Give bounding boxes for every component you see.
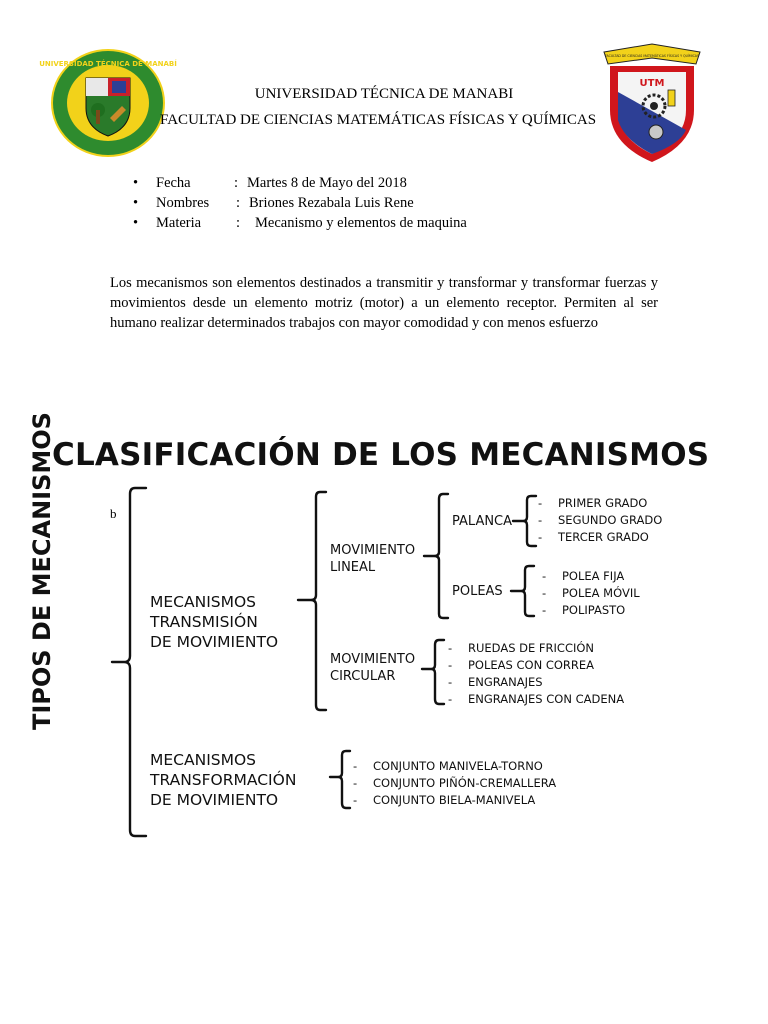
poleas-item-text: POLEA MÓVIL xyxy=(562,586,640,600)
diagram-root-text: TIPOS DE MECANISMOS xyxy=(28,412,56,730)
circular-label-line: MOVIMIENTO xyxy=(330,652,416,667)
transformacion-item-text: CONJUNTO MANIVELA-TORNO xyxy=(373,759,543,773)
bullet-icon: • xyxy=(133,195,139,211)
faculty-name: FACULTAD DE CIENCIAS MATEMÁTICAS FÍSICAS Y QUÍMICAS xyxy=(160,112,597,128)
poleas-item xyxy=(542,569,625,583)
transformacion-label-line: TRANSFORMACIÓN xyxy=(150,771,297,789)
circular-brace xyxy=(422,640,444,704)
lineal-brace xyxy=(424,494,448,618)
transmision-label xyxy=(150,592,278,652)
transformacion-brace xyxy=(330,751,350,808)
university-logo-arc-text: UNIVERSIDAD TÉCNICA DE MANABÍ xyxy=(39,60,177,68)
transformacion-item-text: CONJUNTO BIELA-MANIVELA xyxy=(373,793,536,807)
dash-icon: - xyxy=(538,513,543,527)
transformacion-item xyxy=(353,759,543,773)
dash-icon: - xyxy=(448,675,453,689)
lineal-label-line: LINEAL xyxy=(330,560,376,575)
stray-character: b xyxy=(110,506,117,521)
circular-item-text: POLEAS CON CORREA xyxy=(468,658,595,672)
poleas-item-text: POLIPASTO xyxy=(562,603,626,617)
faculty-logo-banner: FACULTAD DE CIENCIAS MATEMÁTICAS FÍSICAS Y QUÍMICAS xyxy=(604,54,700,58)
info-label: Fecha xyxy=(156,175,191,191)
circular-item xyxy=(448,692,625,706)
info-label: Nombres xyxy=(156,195,210,211)
info-label: Materia xyxy=(156,215,202,231)
palanca-item xyxy=(538,513,663,527)
transformacion-item xyxy=(353,776,557,790)
poleas-item-text: POLEA FIJA xyxy=(562,569,625,583)
lineal-label-line: MOVIMIENTO xyxy=(330,543,416,558)
movimiento-circular-label xyxy=(330,651,415,685)
transmision-label-line: TRANSMISIÓN xyxy=(150,613,258,631)
dash-icon: - xyxy=(542,586,547,600)
dash-icon: - xyxy=(448,658,453,672)
dash-icon: - xyxy=(353,759,358,773)
bullet-icon: • xyxy=(133,175,139,191)
transmision-brace xyxy=(298,492,326,710)
circular-item-text: ENGRANAJES xyxy=(468,675,543,689)
poleas-label: POLEAS xyxy=(452,584,503,599)
diagram-title: CLASIFICACIÓN DE LOS MECANISMOS xyxy=(52,437,710,473)
circular-item-text: RUEDAS DE FRICCIÓN xyxy=(468,641,595,655)
faculty-logo-acronym: UTM xyxy=(639,78,665,89)
palanca-item-text: TERCER GRADO xyxy=(558,530,649,544)
dash-icon: - xyxy=(542,603,547,617)
palanca-item xyxy=(538,530,649,544)
info-value: Briones Rezabala Luis Rene xyxy=(249,195,414,211)
dash-icon: - xyxy=(542,569,547,583)
dash-icon: - xyxy=(448,692,453,706)
dash-icon: - xyxy=(353,776,358,790)
info-separator: : xyxy=(234,175,239,191)
info-value: Martes 8 de Mayo del 2018 xyxy=(247,175,407,191)
poleas-item xyxy=(542,586,640,600)
transformacion-label-line: DE MOVIMIENTO xyxy=(150,791,279,809)
palanca-item-text: SEGUNDO GRADO xyxy=(558,513,663,527)
transformacion-label xyxy=(150,750,296,810)
palanca-item-text: PRIMER GRADO xyxy=(558,496,648,510)
dash-icon: - xyxy=(538,496,543,510)
dash-icon: - xyxy=(448,641,453,655)
poleas-brace xyxy=(511,566,534,616)
circular-item xyxy=(448,641,595,655)
dash-icon: - xyxy=(353,793,358,807)
transformacion-item xyxy=(353,793,536,807)
intro-paragraph: Los mecanismos son elementos destinados a transmitir y transformar y transformar fuerzas y movimientos desde un elemento motriz (motor) a un elemento receptor. Permiten al ser humano realizar determinados trabajos con mayor comodidad y con menos esfuerzo xyxy=(110,275,658,331)
transmision-label-line: MECANISMOS xyxy=(150,593,257,611)
circular-item-text: ENGRANAJES CON CADENA xyxy=(468,692,625,706)
bullet-icon: • xyxy=(133,215,139,231)
transformacion-item-text: CONJUNTO PIÑÓN-CREMALLERA xyxy=(373,776,557,790)
palanca-brace xyxy=(513,496,536,546)
info-separator: : xyxy=(236,195,241,211)
circular-item xyxy=(448,658,595,672)
info-separator: : xyxy=(236,215,241,231)
info-value: Mecanismo y elementos de maquina xyxy=(255,215,467,231)
dash-icon: - xyxy=(538,530,543,544)
palanca-label: PALANCA xyxy=(452,514,513,529)
root-brace xyxy=(112,488,146,836)
palanca-item xyxy=(538,496,648,510)
university-name: UNIVERSIDAD TÉCNICA DE MANABI xyxy=(254,86,514,102)
circular-label-line: CIRCULAR xyxy=(330,669,396,684)
circular-item xyxy=(448,675,543,689)
transmision-label-line: DE MOVIMIENTO xyxy=(150,633,279,651)
poleas-item xyxy=(542,603,626,617)
movimiento-lineal-label xyxy=(330,542,415,576)
transformacion-label-line: MECANISMOS xyxy=(150,751,257,769)
